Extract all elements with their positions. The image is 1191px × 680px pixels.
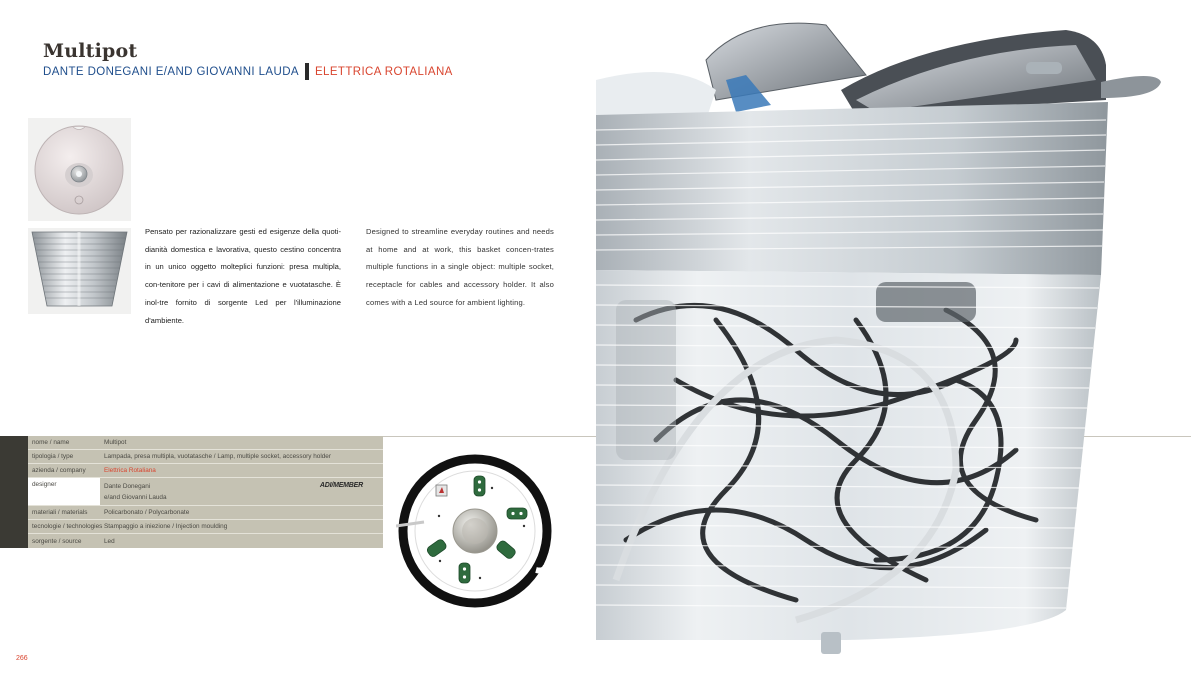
designer-name-1: Dante Donegani bbox=[104, 483, 151, 490]
product-photo bbox=[596, 20, 1162, 660]
spec-value: Stampaggio a iniezione / Injection moulding bbox=[104, 523, 228, 530]
spec-label: sorgente / source bbox=[32, 537, 82, 545]
multi-socket-image bbox=[396, 452, 554, 610]
spec-label: tecnologie / technologies bbox=[32, 523, 103, 530]
subtitle bbox=[43, 63, 453, 80]
spec-label: designer bbox=[28, 478, 100, 505]
spec-value: Led bbox=[104, 537, 115, 545]
adi-member-logo: ADI/MEMBER bbox=[319, 482, 363, 489]
spec-value: Lampada, presa multipla, vuotatasche / Lamp, multiple socket, accessory holder bbox=[104, 453, 331, 460]
spec-row-name bbox=[28, 436, 383, 450]
spec-row-materials bbox=[28, 506, 383, 520]
description-english: Designed to streamline everyday routines and needs at home and at work, this basket concen-trates multiple functions in a single object: multiple socket, receptacle for cables and accessory holder. It also comes with a Led source for ambient lighting. bbox=[366, 227, 554, 307]
spec-label: nome / name bbox=[32, 439, 70, 446]
spec-row-source bbox=[28, 534, 383, 548]
company-heading: ELETTRICA ROTALIANA bbox=[314, 65, 453, 78]
spec-label: materiali / materials bbox=[32, 509, 88, 516]
designer-name-2: e/and Giovanni Lauda bbox=[104, 494, 167, 501]
page-number: 266 bbox=[16, 655, 28, 662]
designer-heading: DANTE DONEGANI E/AND GIOVANNI LAUDA bbox=[43, 65, 299, 78]
spec-value: Policarbonato / Polycarbonate bbox=[104, 509, 190, 516]
page-title: Multipot bbox=[43, 40, 138, 62]
spec-label: azienda / company bbox=[32, 467, 86, 474]
spec-table bbox=[28, 436, 383, 548]
spec-label: tipologia / type bbox=[32, 453, 74, 460]
product-top-view-image bbox=[28, 118, 131, 221]
subtitle-divider bbox=[305, 63, 309, 80]
product-side-view-image bbox=[28, 228, 131, 314]
spec-value: Multipot bbox=[104, 439, 127, 446]
spec-value: Elettrica Rotaliana bbox=[104, 467, 156, 474]
spec-row-company bbox=[28, 464, 383, 478]
spec-row-technologies bbox=[28, 520, 383, 534]
description-italian: Pensato per razionalizzare gesti ed esigenze della quoti-dianità domestica e lavorativa, questo cestino concentra in un unico oggetto molteplici funzioni: presa multipla, con-tenitore per i cavi di alimentazione e vuotatasche. È inol-tre fornito di sorgente Led per l'illuminazione d'ambiente. bbox=[145, 227, 341, 325]
spec-sidebar bbox=[0, 436, 28, 548]
spec-row-type bbox=[28, 450, 383, 464]
